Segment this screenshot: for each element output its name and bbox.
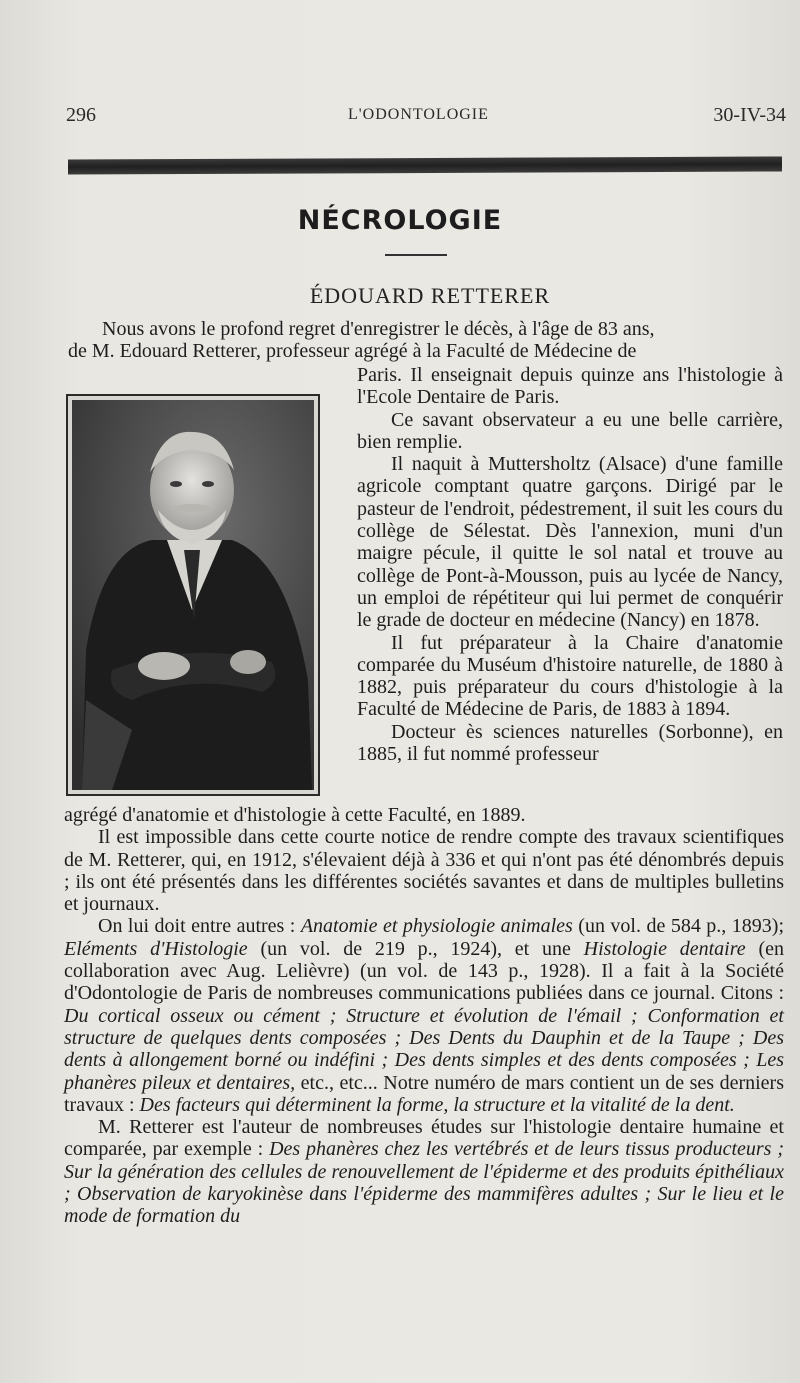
intro-paragraph <box>68 318 780 363</box>
studies-list: Des phanères chez les vertébrés et de leurs tissus producteurs ; Sur la génération des cellules de renouvellement de l'épiderme et des produits épithéliaux ; Observation de karyokinèse dans l'épiderme des mammifères adultes ; Sur le lieu et le mode de formation du <box>64 1138 785 1228</box>
title-divider <box>385 254 447 256</box>
paragraph-1: Paris. Il enseignait depuis quinze ans l'histologie à l'Ecole Dentaire de Paris. <box>357 364 783 409</box>
book-title-histologie: Histologie dentaire <box>583 937 746 960</box>
portrait-image <box>72 400 314 790</box>
cited-works: Du cortical osseux ou cément ; Structure et évolution de l'émail ; Conformation et structure de quelques dents composées ; Des Dents du Dauphin et de la Taupe ; Des dents à allongement borné ou indéfini ; Des dents simples et des dents composées ; Les phanères pileux et dentaires, <box>64 1004 784 1094</box>
p7-text-c: (un vol. de 584 p., 1893); <box>572 915 784 938</box>
last-work-title: Des facteurs qui déterminent la forme, la structure et la vitalité de la dent. <box>139 1093 735 1116</box>
paragraph-2: Ce savant observateur a eu une belle carrière, bien remplie. <box>357 408 783 453</box>
intro-line-2: de M. Edouard Retterer, professeur agrégé à la Faculté de Médecine de <box>68 340 637 363</box>
paragraph-4: Il fut préparateur à la Chaire d'anatomie comparée du Muséum d'histoire naturelle, de 1880 à 1882, puis préparateur du cours d'histologie à la Faculté de Médecine de Paris, de 1883 à 1894. <box>357 631 783 721</box>
paragraph-5: Docteur ès sciences naturelles (Sorbonne), en 1885, il fut nommé professeur <box>357 720 783 766</box>
main-column <box>64 804 784 1228</box>
paragraph-5-continued: agrégé d'anatomie et d'histologie à cette Faculté, en 1889. <box>64 804 526 826</box>
section-title: NÉCROLOGIE <box>297 205 503 236</box>
paragraph-6: Il est impossible dans cette courte notice de rendre compte des travaux scientifiques de M. Retterer, qui, en 1912, s'élevaient déjà à 336 et qui n'ont pas été dénombrés depuis ; ils ont été présentés dans les différentes sociétés savantes et dans de multiples bulletins et journaux. <box>64 826 784 916</box>
book-title-elements: Eléments d'Histologie <box>64 937 248 960</box>
portrait-photo <box>66 394 320 796</box>
decorative-rule <box>68 156 782 174</box>
running-head <box>66 104 786 132</box>
person-name: ÉDOUARD RETTERER <box>309 283 551 308</box>
journal-title: L'ODONTOLOGIE <box>348 106 489 123</box>
p7-text-i: etc., etc... Notre numéro de mars contient un de ses derniers travaux : <box>64 1071 784 1116</box>
paragraph-8 <box>64 1116 784 1227</box>
p7-text-e: (un vol. de 219 p., 1924), et une <box>247 937 584 960</box>
p7-text-a: On lui doit entre autres : <box>98 915 301 938</box>
paragraph-3: Il naquit à Muttersholtz (Alsace) d'une famille agricole comptant quatre garçons. Dirigé par le pasteur de l'endroit, pédestrement, il suit les cours du collège de Sélestat. Dès l'annexion, muni d'un maigre pécule, il quitte le sol natal et trouve au collège de Pont-à-Mousson, puis au lycée de Nancy, un emploi de répétiteur qui lui permet de conquérir le grade de docteur en médecine (Nancy) en 1878. <box>357 453 783 632</box>
side-column <box>357 364 783 765</box>
p8-text-a: M. Retterer est l'auteur de nombreuses études sur l'histologie dentaire humaine et comparée, par exemple : <box>64 1116 784 1161</box>
page-number: 296 <box>66 104 96 126</box>
book-title-anatomie: Anatomie et physiologie animales <box>300 915 573 938</box>
paragraph-7 <box>64 915 784 1116</box>
issue-date: 30-IV-34 <box>713 104 786 126</box>
p7-text-g: (en collaboration avec Aug. Lelièvre) (un vol. de 143 p., 1928). Il a fait à la Société d'Odontologie de Paris de nombreuses communications publiées dans ce journal. Citons : <box>64 937 784 1005</box>
intro-line-1: Nous avons le profond regret d'enregistrer le décès, à l'âge de 83 ans, <box>102 318 655 340</box>
